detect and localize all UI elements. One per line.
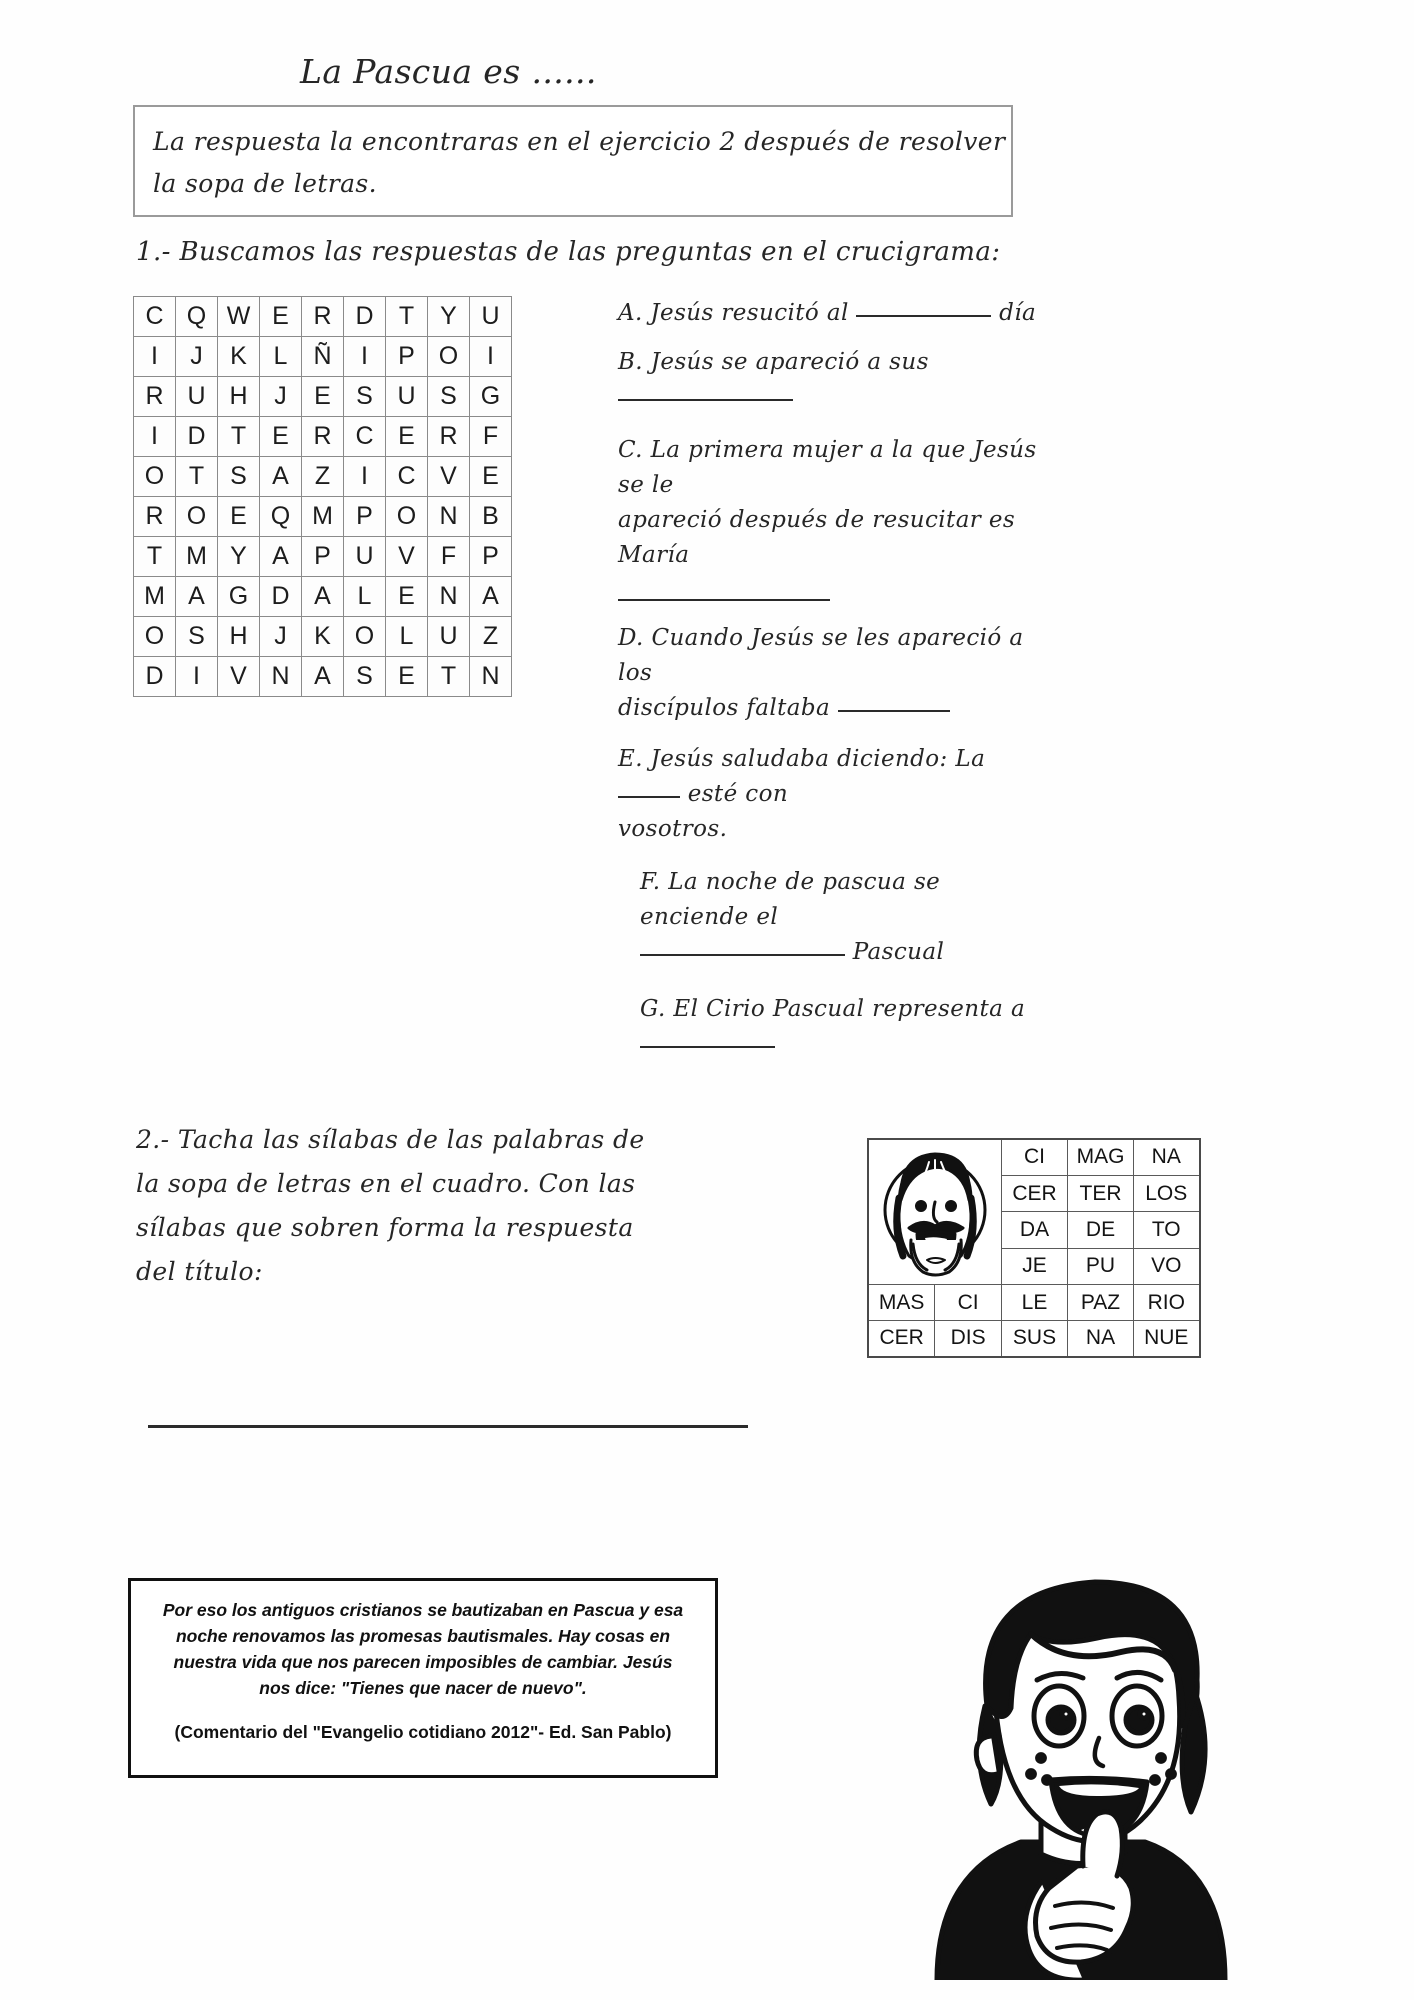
wordsearch-cell[interactable]: A <box>176 577 218 617</box>
syllable-cell[interactable]: MAS <box>868 1285 935 1321</box>
syllable-table-wrapper <box>867 1138 1201 1358</box>
question-g-text-before: G. El Cirio Pascual representa a <box>640 996 1026 1022</box>
wordsearch-cell[interactable]: E <box>386 657 428 697</box>
syllable-cell[interactable]: DA <box>1002 1212 1068 1248</box>
question-f <box>640 865 1048 970</box>
wordsearch-cell[interactable]: K <box>218 337 260 377</box>
wordsearch-cell[interactable]: L <box>344 577 386 617</box>
wordsearch-cell[interactable]: U <box>386 377 428 417</box>
section-2-line-1: 2.- Tacha las sílabas de las palabras de <box>136 1125 645 1154</box>
section-2-answer-line[interactable] <box>148 1425 748 1428</box>
syllable-cell[interactable]: VO <box>1134 1248 1200 1284</box>
question-e-text-before: E. Jesús saludaba diciendo: La <box>618 746 986 772</box>
wordsearch-cell[interactable]: I <box>134 337 176 377</box>
wordsearch-cell[interactable]: A <box>302 577 344 617</box>
question-f-line-1: F. La noche de pascua se enciende el <box>640 869 941 930</box>
wordsearch-cell[interactable]: I <box>344 457 386 497</box>
wordsearch-grid <box>133 296 512 697</box>
syllable-cell[interactable]: NA <box>1134 1139 1200 1175</box>
wordsearch-cell[interactable]: P <box>302 537 344 577</box>
question-c-line-1: C. La primera mujer a la que Jesús se le <box>618 437 1037 498</box>
wordsearch-cell[interactable]: C <box>134 297 176 337</box>
wordsearch-cell[interactable]: S <box>218 457 260 497</box>
commentary-source: (Comentario del "Evangelio cotidiano 2012"- Ed. San Pablo) <box>174 1722 672 1742</box>
wordsearch-cell[interactable]: U <box>470 297 512 337</box>
syllable-cell[interactable]: LOS <box>1134 1175 1200 1211</box>
wordsearch-cell[interactable]: U <box>176 377 218 417</box>
wordsearch-cell[interactable]: N <box>428 497 470 537</box>
syllable-cell[interactable]: SUS <box>1002 1321 1068 1357</box>
question-d-text-before: discípulos faltaba <box>618 695 838 721</box>
wordsearch-cell[interactable]: R <box>302 417 344 457</box>
wordsearch-cell[interactable]: R <box>134 497 176 537</box>
wordsearch-cell[interactable]: E <box>302 377 344 417</box>
question-g <box>640 992 1048 1062</box>
wordsearch-cell[interactable]: H <box>218 617 260 657</box>
wordsearch-cell[interactable]: J <box>260 617 302 657</box>
section-2-line-3: sílabas que sobren forma la respuesta <box>136 1213 634 1242</box>
section-2-line-4: del título: <box>136 1257 263 1286</box>
section-1-heading: 1.- Buscamos las respuestas de las preguntas en el crucigrama: <box>136 237 1001 267</box>
wordsearch-cell[interactable]: T <box>218 417 260 457</box>
wordsearch-row <box>134 497 512 537</box>
wordsearch-cell[interactable]: L <box>386 617 428 657</box>
syllable-cell[interactable]: CI <box>1002 1139 1068 1175</box>
wordsearch-cell[interactable]: A <box>302 657 344 697</box>
wordsearch-cell[interactable]: O <box>386 497 428 537</box>
wordsearch-row <box>134 617 512 657</box>
question-e-line-2: vosotros. <box>618 816 728 842</box>
wordsearch-cell[interactable]: Q <box>260 497 302 537</box>
question-g-blank[interactable] <box>640 1046 775 1048</box>
wordsearch-cell[interactable]: Y <box>218 537 260 577</box>
question-e-line-1 <box>618 742 1048 812</box>
question-c-line-2: apareció después de resucitar es María <box>618 507 1016 568</box>
question-b <box>618 345 1048 415</box>
syllable-cell[interactable]: DE <box>1068 1212 1134 1248</box>
question-d-line-2 <box>618 691 1048 726</box>
wordsearch-cell[interactable]: O <box>176 497 218 537</box>
question-a-text-after: día <box>991 300 1037 326</box>
wordsearch-row <box>134 457 512 497</box>
question-c <box>618 433 1048 601</box>
wordsearch-cell[interactable]: Y <box>428 297 470 337</box>
wordsearch-row <box>134 657 512 697</box>
wordsearch-cell[interactable]: D <box>134 657 176 697</box>
wordsearch-cell[interactable]: L <box>260 337 302 377</box>
page-title: La Pascua es ...... <box>300 52 597 91</box>
syllable-cell[interactable]: RIO <box>1134 1285 1200 1321</box>
wordsearch-cell[interactable]: G <box>218 577 260 617</box>
wordsearch-cell[interactable]: D <box>260 577 302 617</box>
syllable-table <box>867 1138 1201 1358</box>
wordsearch-cell[interactable]: C <box>386 457 428 497</box>
wordsearch-cell[interactable]: S <box>344 377 386 417</box>
wordsearch-cell[interactable]: T <box>176 457 218 497</box>
wordsearch-cell[interactable]: O <box>428 337 470 377</box>
wordsearch-cell[interactable]: M <box>302 497 344 537</box>
syllable-cell[interactable]: LE <box>1002 1285 1068 1321</box>
wordsearch-cell[interactable]: Z <box>302 457 344 497</box>
intro-instruction-box <box>133 105 1013 217</box>
syllable-cell[interactable]: NA <box>1068 1321 1134 1357</box>
syllable-cell[interactable]: TO <box>1134 1212 1200 1248</box>
wordsearch-cell[interactable]: O <box>344 617 386 657</box>
wordsearch-cell[interactable]: T <box>134 537 176 577</box>
question-b-blank[interactable] <box>618 399 793 401</box>
wordsearch-cell[interactable]: E <box>386 417 428 457</box>
wordsearch-cell[interactable]: U <box>428 617 470 657</box>
question-b-text-before: B. Jesús se apareció a sus <box>618 349 929 375</box>
question-f-blank[interactable] <box>640 954 845 956</box>
wordsearch-cell[interactable]: I <box>344 337 386 377</box>
wordsearch-cell[interactable]: C <box>344 417 386 457</box>
wordsearch-cell[interactable]: W <box>218 297 260 337</box>
syllable-cell[interactable]: CER <box>868 1321 935 1357</box>
commentary-line-3: nuestra vida que nos parecen imposibles de cambiar. Jesús <box>173 1652 673 1672</box>
wordsearch-cell[interactable]: N <box>260 657 302 697</box>
wordsearch-cell[interactable]: G <box>470 377 512 417</box>
wordsearch-cell[interactable]: N <box>470 657 512 697</box>
wordsearch-cell[interactable]: J <box>260 377 302 417</box>
intro-line-2: la sopa de letras. <box>153 169 377 198</box>
wordsearch-cell[interactable]: I <box>470 337 512 377</box>
commentary-line-1: Por eso los antiguos cristianos se bautizaban en Pascua y esa <box>162 1600 684 1620</box>
wordsearch-cell[interactable]: E <box>260 297 302 337</box>
syllable-cell[interactable]: NUE <box>1134 1321 1200 1357</box>
wordsearch-row <box>134 417 512 457</box>
question-c-blank[interactable] <box>618 579 830 601</box>
question-a-blank[interactable] <box>856 315 991 317</box>
wordsearch-cell[interactable]: T <box>428 657 470 697</box>
wordsearch-body <box>134 297 512 697</box>
wordsearch-cell[interactable]: K <box>302 617 344 657</box>
wordsearch-row <box>134 337 512 377</box>
wordsearch-cell[interactable]: E <box>218 497 260 537</box>
syllable-table-body <box>868 1139 1200 1357</box>
wordsearch-cell[interactable]: V <box>386 537 428 577</box>
question-d-line-1: D. Cuando Jesús se les apareció a los <box>618 625 1024 686</box>
jesus-face-icon <box>868 1139 1002 1285</box>
syllable-cell[interactable]: MAG <box>1068 1139 1134 1175</box>
wordsearch-cell[interactable]: M <box>176 537 218 577</box>
syllable-cell[interactable]: CER <box>1002 1175 1068 1211</box>
wordsearch-cell[interactable]: S <box>428 377 470 417</box>
wordsearch-cell[interactable]: Q <box>176 297 218 337</box>
wordsearch-cell[interactable]: M <box>134 577 176 617</box>
wordsearch-cell[interactable]: R <box>302 297 344 337</box>
wordsearch-row <box>134 297 512 337</box>
syllable-row <box>868 1285 1200 1321</box>
wordsearch-row <box>134 577 512 617</box>
wordsearch-cell[interactable]: A <box>470 577 512 617</box>
wordsearch-cell[interactable]: T <box>386 297 428 337</box>
wordsearch-cell[interactable]: I <box>176 657 218 697</box>
question-f-text-after: Pascual <box>845 939 945 965</box>
commentary-line-4: nos dice: "Tienes que nacer de nuevo". <box>259 1678 587 1698</box>
commentary-line-2: noche renovamos las promesas bautismales. Hay cosas en <box>175 1626 671 1646</box>
syllable-cell[interactable]: CI <box>935 1285 1002 1321</box>
wordsearch-row <box>134 377 512 417</box>
girl-thumbs-up-icon <box>845 1530 1275 1980</box>
wordsearch-cell[interactable]: B <box>470 497 512 537</box>
wordsearch-cell[interactable]: O <box>134 617 176 657</box>
section-2-instructions <box>136 1118 696 1294</box>
question-e-blank[interactable] <box>618 796 680 798</box>
wordsearch-row <box>134 537 512 577</box>
questions-list <box>618 296 1048 1076</box>
wordsearch-cell[interactable]: F <box>470 417 512 457</box>
syllable-row <box>868 1321 1200 1357</box>
question-f-line-2 <box>640 935 1048 970</box>
wordsearch-cell[interactable]: U <box>344 537 386 577</box>
syllable-cell[interactable]: PAZ <box>1068 1285 1134 1321</box>
wordsearch-cell[interactable]: Ñ <box>302 337 344 377</box>
question-e <box>618 742 1048 847</box>
question-a <box>618 296 1048 331</box>
wordsearch-cell[interactable]: N <box>428 577 470 617</box>
wordsearch-cell[interactable]: O <box>134 457 176 497</box>
intro-line-1: La respuesta la encontraras en el ejercicio 2 después de resolver <box>153 127 1006 156</box>
wordsearch-cell[interactable]: D <box>344 297 386 337</box>
syllable-cell[interactable]: TER <box>1068 1175 1134 1211</box>
commentary-box <box>128 1578 718 1778</box>
syllable-row <box>868 1139 1200 1175</box>
wordsearch-cell[interactable]: E <box>386 577 428 617</box>
syllable-cell[interactable]: JE <box>1002 1248 1068 1284</box>
wordsearch-cell[interactable]: S <box>176 617 218 657</box>
wordsearch-cell[interactable]: E <box>470 457 512 497</box>
wordsearch-cell[interactable]: P <box>470 537 512 577</box>
syllable-cell[interactable]: PU <box>1068 1248 1134 1284</box>
wordsearch-cell[interactable]: P <box>386 337 428 377</box>
wordsearch-cell[interactable]: F <box>428 537 470 577</box>
question-a-text-before: A. Jesús resucitó al <box>618 300 857 326</box>
section-2-line-2: la sopa de letras en el cuadro. Con las <box>136 1169 636 1198</box>
wordsearch-cell[interactable]: R <box>428 417 470 457</box>
question-d <box>618 621 1048 726</box>
wordsearch-cell[interactable]: I <box>134 417 176 457</box>
question-e-text-after: esté con <box>680 781 789 807</box>
syllable-cell[interactable]: DIS <box>935 1321 1002 1357</box>
question-d-blank[interactable] <box>838 710 950 712</box>
wordsearch-cell[interactable]: V <box>218 657 260 697</box>
wordsearch-cell[interactable]: D <box>176 417 218 457</box>
wordsearch-cell[interactable]: A <box>260 537 302 577</box>
wordsearch-cell[interactable]: H <box>218 377 260 417</box>
wordsearch-cell[interactable]: Z <box>470 617 512 657</box>
wordsearch-cell[interactable]: P <box>344 497 386 537</box>
wordsearch-cell[interactable]: V <box>428 457 470 497</box>
wordsearch-cell[interactable]: E <box>260 417 302 457</box>
wordsearch-cell[interactable]: J <box>176 337 218 377</box>
wordsearch-cell[interactable]: S <box>344 657 386 697</box>
wordsearch-cell[interactable]: A <box>260 457 302 497</box>
wordsearch-cell[interactable]: R <box>134 377 176 417</box>
